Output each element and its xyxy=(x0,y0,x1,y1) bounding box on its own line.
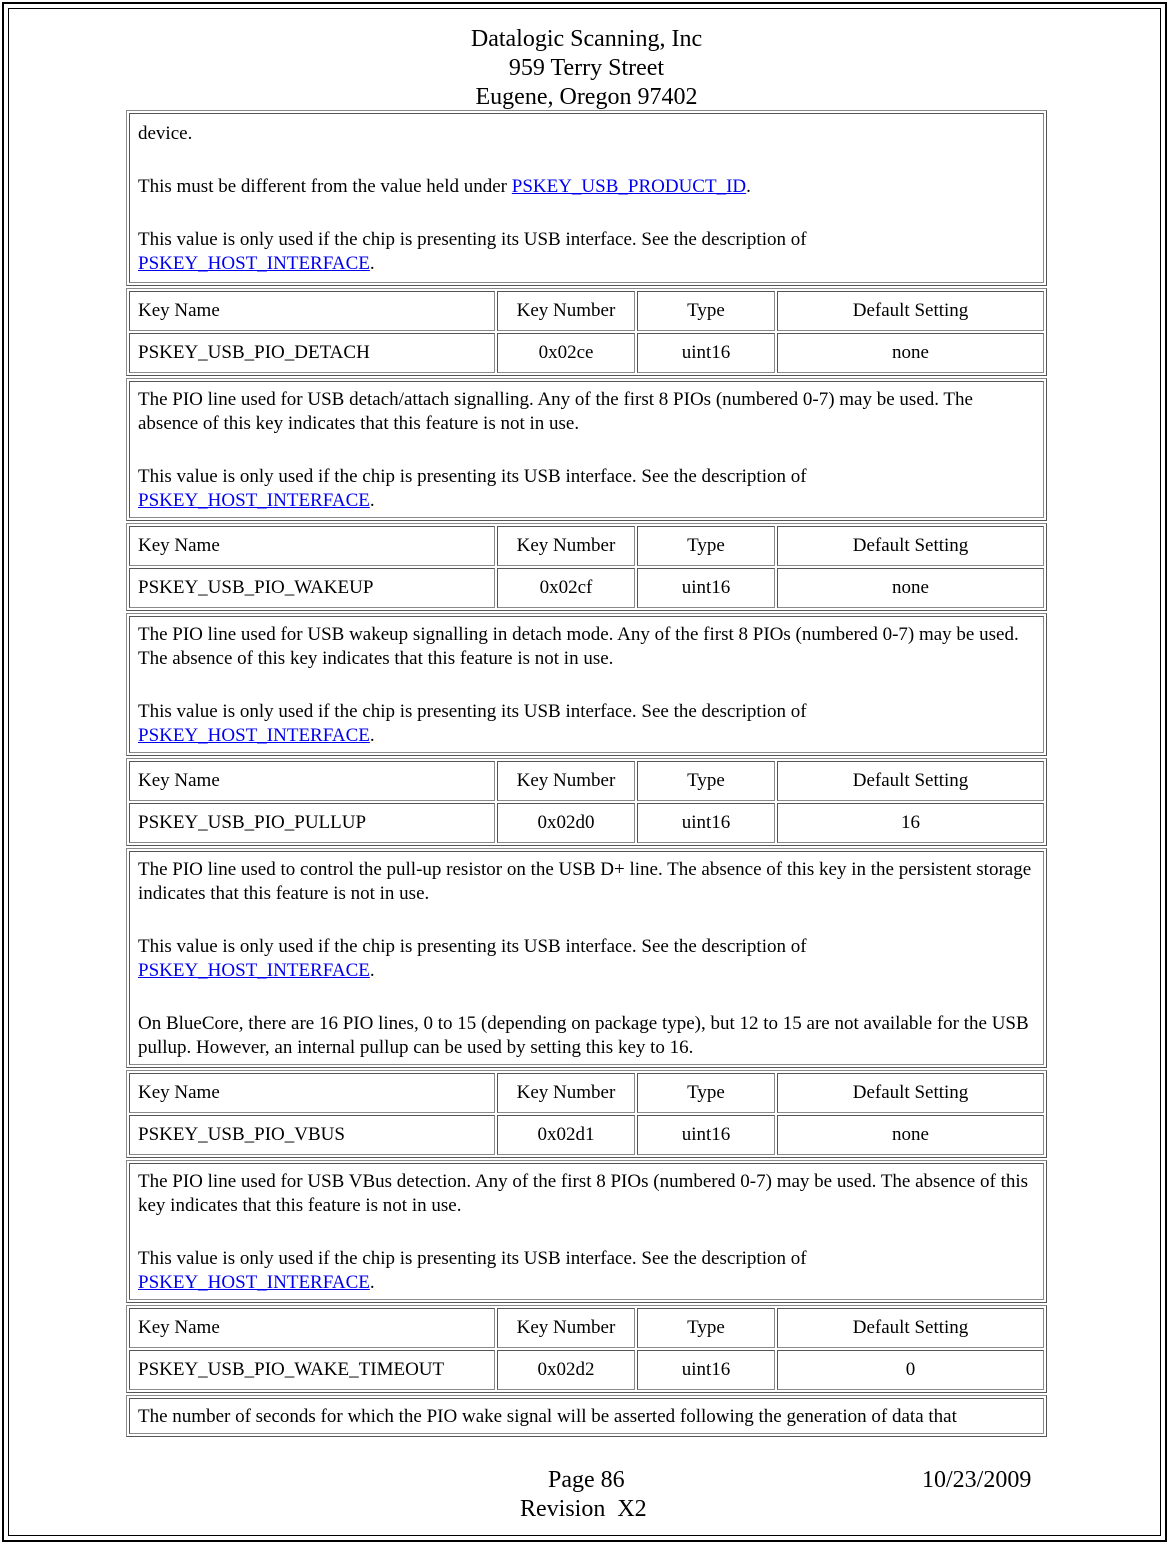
key-name: PSKEY_USB_PIO_WAKE_TIMEOUT xyxy=(129,1350,495,1390)
col-key-number: Key Number xyxy=(497,1308,635,1348)
intro-line-2-end: . xyxy=(746,176,751,197)
key-value-row xyxy=(129,803,1044,843)
key-table-usb-pio-wakeup xyxy=(126,523,1047,611)
col-default-setting: Default Setting xyxy=(777,526,1044,566)
key-header-row xyxy=(129,1073,1044,1113)
col-type: Type xyxy=(637,761,775,801)
key-description-usb-pio-wakeup xyxy=(126,613,1047,756)
key-description-cell xyxy=(129,381,1044,518)
key-description-cell xyxy=(129,1398,1044,1434)
key-default: none xyxy=(777,1115,1044,1155)
col-key-number: Key Number xyxy=(497,526,635,566)
city-state-zip: Eugene, Oregon 97402 xyxy=(475,84,698,110)
key-header-row xyxy=(129,1308,1044,1348)
key-description-cell xyxy=(129,616,1044,753)
col-default-setting: Default Setting xyxy=(777,761,1044,801)
key-description-cell xyxy=(129,851,1044,1065)
key-default: none xyxy=(777,568,1044,608)
pskey-document-body xyxy=(126,110,1047,1439)
key-name: PSKEY_USB_PIO_VBUS xyxy=(129,1115,495,1155)
description-end: . xyxy=(369,490,375,511)
intro-line-3 xyxy=(138,228,1035,276)
col-default-setting: Default Setting xyxy=(777,1308,1044,1348)
intro-line-3-end: . xyxy=(369,253,375,274)
description-end: . xyxy=(369,960,375,981)
pskey-host-interface-link[interactable]: PSKEY_HOST_INTERFACE xyxy=(138,253,370,274)
key-description-cell xyxy=(129,1163,1044,1300)
col-key-name: Key Name xyxy=(129,761,495,801)
description-paragraph xyxy=(138,935,1035,983)
company-name: Datalogic Scanning, Inc xyxy=(470,26,703,52)
key-default: none xyxy=(777,333,1044,373)
col-default-setting: Default Setting xyxy=(777,1073,1044,1113)
description-paragraph: The PIO line used for USB detach/attach signalling. Any of the first 8 PIOs (numbered 0-7) may be used. The absence of this key indicates that this feature is not in use. xyxy=(138,389,973,434)
key-number: 0x02cf xyxy=(497,568,635,608)
col-type: Type xyxy=(637,291,775,331)
key-type: uint16 xyxy=(637,1350,775,1390)
col-type: Type xyxy=(637,526,775,566)
letterhead xyxy=(0,25,1173,112)
key-number: 0x02ce xyxy=(497,333,635,373)
description-paragraph xyxy=(138,1247,1035,1295)
key-table-usb-pio-detach xyxy=(126,288,1047,376)
key-description-usb-pio-wake-timeout xyxy=(126,1395,1047,1437)
key-value-row xyxy=(129,1350,1044,1390)
key-type: uint16 xyxy=(637,568,775,608)
key-header-row xyxy=(129,526,1044,566)
key-type: uint16 xyxy=(637,1115,775,1155)
description-paragraph: The PIO line used to control the pull-up resistor on the USB D+ line. The absence of this key in the persistent storage indicates that this feature is not in use. xyxy=(138,859,1032,904)
document-date: 10/23/2009 xyxy=(922,1467,1032,1493)
description-paragraph: The PIO line used for USB VBus detection. Any of the first 8 PIOs (numbered 0-7) may be used. The absence of this key indicates that this feature is not in use. xyxy=(138,1171,1029,1216)
description-text: This value is only used if the chip is presenting its USB interface. See the description of xyxy=(138,1248,807,1269)
revision: Revision X2 xyxy=(520,1496,647,1522)
col-key-number: Key Number xyxy=(497,1073,635,1113)
page-number: Page 86 xyxy=(548,1467,625,1493)
description-paragraph: On BlueCore, there are 16 PIO lines, 0 to 15 (depending on package type), but 12 to 15 are not available for the USB pullup. However, an internal pullup can be used by setting this key to 16. xyxy=(138,1013,1029,1058)
key-description-usb-pio-pullup xyxy=(126,848,1047,1068)
street-address: 959 Terry Street xyxy=(508,55,665,81)
intro-description xyxy=(126,110,1047,286)
description-paragraph: The PIO line used for USB wakeup signalling in detach mode. Any of the first 8 PIOs (numbered 0-7) may be used. The absence of this key indicates that this feature is not in use. xyxy=(138,624,1019,669)
pskey-host-interface-link[interactable]: PSKEY_HOST_INTERFACE xyxy=(138,960,370,981)
col-key-name: Key Name xyxy=(129,291,495,331)
description-paragraph xyxy=(138,465,1035,513)
description-paragraph xyxy=(138,700,1035,748)
col-default-setting: Default Setting xyxy=(777,291,1044,331)
key-name: PSKEY_USB_PIO_DETACH xyxy=(129,333,495,373)
key-description-usb-pio-vbus xyxy=(126,1160,1047,1303)
key-value-row xyxy=(129,333,1044,373)
key-value-row xyxy=(129,1115,1044,1155)
description-end: . xyxy=(369,725,375,746)
key-default: 0 xyxy=(777,1350,1044,1390)
key-number: 0x02d2 xyxy=(497,1350,635,1390)
pskey-host-interface-link[interactable]: PSKEY_HOST_INTERFACE xyxy=(138,490,370,511)
key-header-row xyxy=(129,761,1044,801)
col-key-name: Key Name xyxy=(129,1073,495,1113)
description-paragraph: The number of seconds for which the PIO wake signal will be asserted following the generation of data that xyxy=(138,1406,957,1427)
col-key-number: Key Number xyxy=(497,291,635,331)
description-text: This value is only used if the chip is presenting its USB interface. See the description of xyxy=(138,466,807,487)
intro-line-2-text: This must be different from the value held under xyxy=(138,176,512,197)
col-key-name: Key Name xyxy=(129,1308,495,1348)
key-name: PSKEY_USB_PIO_PULLUP xyxy=(129,803,495,843)
col-type: Type xyxy=(637,1073,775,1113)
key-type: uint16 xyxy=(637,333,775,373)
pskey-host-interface-link[interactable]: PSKEY_HOST_INTERFACE xyxy=(138,1272,370,1293)
col-key-name: Key Name xyxy=(129,526,495,566)
description-end: . xyxy=(369,1272,375,1293)
key-description-usb-pio-detach xyxy=(126,378,1047,521)
pskey-host-interface-link[interactable]: PSKEY_HOST_INTERFACE xyxy=(138,725,370,746)
key-header-row xyxy=(129,291,1044,331)
intro-description-cell xyxy=(129,113,1044,283)
intro-line-1: device. xyxy=(138,123,193,144)
description-text: This value is only used if the chip is presenting its USB interface. See the description of xyxy=(138,936,807,957)
intro-line-2 xyxy=(138,175,1035,199)
key-type: uint16 xyxy=(637,803,775,843)
col-key-number: Key Number xyxy=(497,761,635,801)
description-text: This value is only used if the chip is presenting its USB interface. See the description of xyxy=(138,701,807,722)
col-type: Type xyxy=(637,1308,775,1348)
key-default: 16 xyxy=(777,803,1044,843)
key-table-usb-pio-wake-timeout xyxy=(126,1305,1047,1393)
intro-line-3-text: This value is only used if the chip is presenting its USB interface. See the description of xyxy=(138,229,807,250)
pskey-usb-product-id-link[interactable]: PSKEY_USB_PRODUCT_ID xyxy=(511,176,747,197)
key-number: 0x02d1 xyxy=(497,1115,635,1155)
key-table-usb-pio-pullup xyxy=(126,758,1047,846)
key-name: PSKEY_USB_PIO_WAKEUP xyxy=(129,568,495,608)
key-table-usb-pio-vbus xyxy=(126,1070,1047,1158)
key-value-row xyxy=(129,568,1044,608)
key-number: 0x02d0 xyxy=(497,803,635,843)
